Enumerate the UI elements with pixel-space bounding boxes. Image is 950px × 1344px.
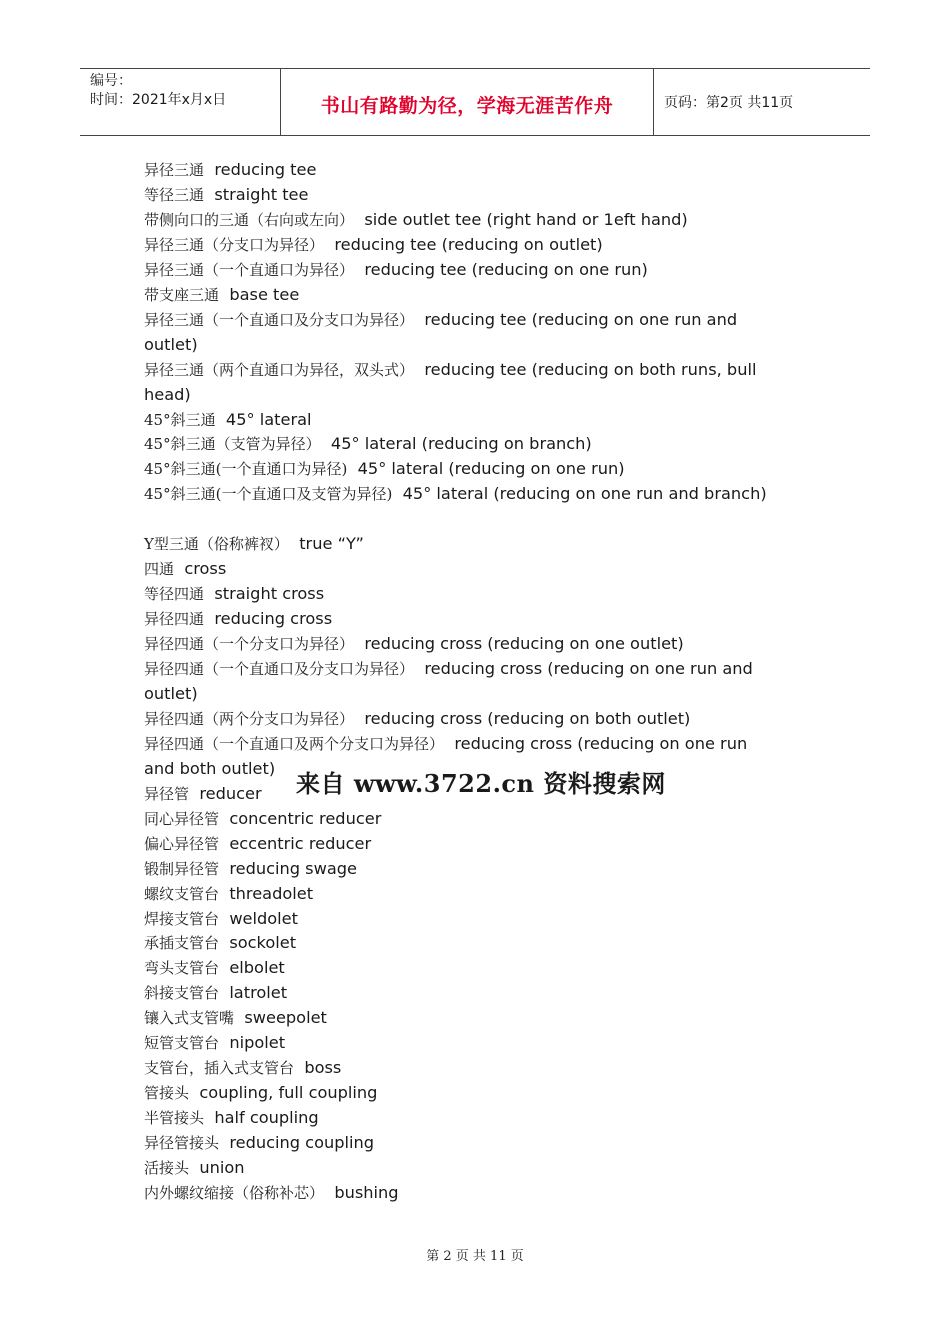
term-chinese: 锻制异径管: [144, 859, 220, 878]
term-english: outlet): [144, 683, 198, 703]
header-page-info: 页码：第2页 共11页: [664, 95, 794, 111]
glossary-line: [144, 432, 592, 456]
term-english: reducing swage: [229, 858, 358, 878]
glossary-line: [144, 283, 299, 307]
term-chinese: 偏心异径管: [144, 834, 220, 853]
term-chinese: 等径四通: [144, 585, 205, 604]
term-english: true “Y”: [299, 534, 364, 554]
term-chinese: 异径管: [144, 784, 190, 803]
term-english: union: [199, 1158, 245, 1177]
header-meta-cell: [80, 69, 281, 135]
term-english: reducing tee (reducing on one run): [364, 259, 648, 279]
term-english: elbolet: [229, 958, 285, 978]
term-english: sockolet: [229, 933, 297, 953]
header-motto-cell: [281, 69, 654, 135]
term-chinese: 四通: [144, 560, 175, 579]
term-chinese: 异径管接头: [144, 1134, 220, 1153]
glossary-line: [144, 557, 226, 581]
term-english: reducing tee (reducing on outlet): [334, 234, 603, 254]
glossary-line: [144, 532, 364, 556]
term-english: straight cross: [214, 584, 325, 604]
glossary-line: [144, 408, 312, 432]
term-chinese: 异径四通（一个直通口及两个分支口为异径）: [144, 734, 445, 753]
term-english: base tee: [229, 284, 300, 304]
glossary-line: [144, 208, 688, 232]
term-chinese: 等径三通: [144, 185, 205, 204]
glossary-line: [144, 1006, 327, 1030]
term-english: 45° lateral: [225, 409, 312, 429]
glossary-line: [144, 732, 747, 756]
term-english: straight tee: [214, 184, 309, 204]
term-chinese: 异径三通（分支口为异径）: [144, 235, 325, 254]
glossary-line: [144, 757, 275, 781]
glossary-line: [144, 931, 296, 955]
glossary-line: [144, 582, 324, 606]
glossary-line: [144, 782, 262, 806]
term-chinese: 弯头支管台: [144, 959, 220, 978]
glossary-line: [144, 1056, 341, 1080]
document-number-label: 编号：: [90, 73, 132, 89]
term-chinese: 镶入式支管嘴: [144, 1009, 235, 1028]
glossary-line: [144, 1031, 285, 1055]
term-english: reducing cross (reducing on one outlet): [364, 634, 684, 654]
term-chinese: 短管支管台: [144, 1034, 220, 1053]
document-date-label: 时间：2021年x月x日: [90, 92, 227, 108]
glossary-line: [144, 383, 191, 407]
glossary-line: [144, 183, 308, 207]
term-chinese: 异径四通（两个分支口为异径）: [144, 709, 355, 728]
term-chinese: 45°斜三通(一个直通口为异径): [144, 460, 348, 479]
term-english: reducing cross (reducing on one run and: [424, 659, 753, 678]
term-english: reducing cross (reducing on both outlet): [364, 708, 691, 728]
term-english: reducer: [199, 783, 262, 803]
term-english: reducing cross: [214, 609, 333, 629]
term-chinese: 螺纹支管台: [144, 884, 220, 903]
glossary-line: [144, 657, 753, 681]
glossary-line: [144, 358, 756, 382]
glossary-line: [144, 258, 648, 282]
term-english: reducing tee: [214, 160, 317, 179]
term-chinese: 承插支管台: [144, 934, 220, 953]
term-chinese: 活接头: [144, 1159, 190, 1177]
term-chinese: 管接头: [144, 1084, 190, 1103]
term-english: weldolet: [229, 908, 298, 928]
glossary-line: [144, 857, 357, 881]
term-chinese: 异径三通（两个直通口为异径，双头式）: [144, 360, 415, 379]
term-chinese: 带侧向口的三通（右向或左向）: [144, 210, 355, 229]
glossary-line: [144, 956, 285, 980]
term-english: head): [144, 384, 191, 404]
term-chinese: 焊接支管台: [144, 909, 220, 928]
glossary-line: [144, 333, 198, 357]
glossary-line: [144, 632, 684, 656]
term-chinese: 异径四通: [144, 610, 205, 629]
term-english: outlet): [144, 334, 198, 354]
term-english: 45° lateral (reducing on branch): [330, 434, 592, 454]
glossary-line: [144, 308, 737, 332]
glossary-line: [144, 233, 603, 257]
term-chinese: 异径四通（一个直通口及分支口为异径）: [144, 660, 415, 678]
term-chinese: 45°斜三通（支管为异径）: [144, 435, 321, 454]
term-english: bushing: [334, 1182, 399, 1202]
glossary-line: [144, 981, 287, 1005]
glossary-line: [144, 482, 767, 506]
glossary-line: [144, 682, 198, 706]
glossary-line: [144, 882, 313, 906]
term-english: sweepolet: [244, 1008, 327, 1028]
term-english: 45° lateral (reducing on one run and branch): [402, 484, 767, 504]
term-chinese: 内外螺纹缩接（俗称补芯）: [144, 1183, 325, 1202]
glossary-line: [144, 1156, 245, 1180]
glossary-line: [144, 1081, 377, 1105]
term-chinese: 异径三通（一个直通口及分支口为异径）: [144, 310, 415, 329]
header-motto: 书山有路勤为径，学海无涯苦作舟: [320, 94, 614, 117]
term-english: reducing tee (reducing on one run and: [424, 309, 738, 329]
term-english: and both outlet): [144, 758, 276, 778]
term-english: cross: [184, 559, 227, 579]
term-english: 45° lateral (reducing on one run): [357, 459, 625, 479]
header-table: [80, 68, 870, 136]
glossary-line: [144, 1181, 399, 1205]
glossary-line: [144, 707, 690, 731]
glossary-line: [144, 1131, 374, 1155]
term-chinese: 斜接支管台: [144, 984, 220, 1003]
watermark-text: 来自 www.3722.cn 资料搜索网: [296, 769, 666, 798]
term-english: reducing cross (reducing on one run: [454, 733, 748, 753]
term-chinese: 异径三通（一个直通口为异径）: [144, 260, 355, 279]
term-english: concentric reducer: [229, 808, 382, 828]
term-chinese: 45°斜三通(一个直通口及支管为异径): [144, 485, 393, 504]
glossary-line: [144, 158, 316, 182]
glossary-line: [144, 1106, 319, 1130]
term-chinese: 同心异径管: [144, 809, 220, 828]
term-chinese: 支管台，插入式支管台: [144, 1059, 295, 1078]
term-chinese: 45°斜三通: [144, 410, 216, 429]
term-english: reducing tee (reducing on both runs, bull: [424, 359, 757, 379]
header-page-cell: [654, 69, 870, 135]
term-chinese: 半管接头: [144, 1109, 205, 1128]
glossary-line: [144, 457, 625, 481]
glossary-line: [144, 907, 298, 931]
term-english: threadolet: [229, 883, 314, 903]
glossary-line: [144, 607, 332, 631]
term-english: reducing coupling: [229, 1133, 375, 1153]
term-english: boss: [304, 1058, 342, 1078]
term-english: coupling, full coupling: [199, 1083, 378, 1103]
term-chinese: 异径四通（一个分支口为异径）: [144, 635, 355, 654]
term-english: latrolet: [229, 983, 288, 1003]
term-english: nipolet: [229, 1033, 286, 1053]
glossary-line: [144, 807, 381, 831]
term-chinese: 异径三通: [144, 161, 205, 179]
glossary-line: [144, 832, 371, 856]
term-english: half coupling: [214, 1108, 319, 1128]
term-english: eccentric reducer: [229, 833, 372, 853]
page-footer: 第 2 页 共 11 页: [426, 1249, 524, 1264]
term-chinese: Y型三通（俗称裤衩）: [144, 535, 289, 554]
term-chinese: 带支座三通: [144, 285, 220, 304]
term-english: side outlet tee (right hand or 1eft hand): [364, 209, 688, 229]
